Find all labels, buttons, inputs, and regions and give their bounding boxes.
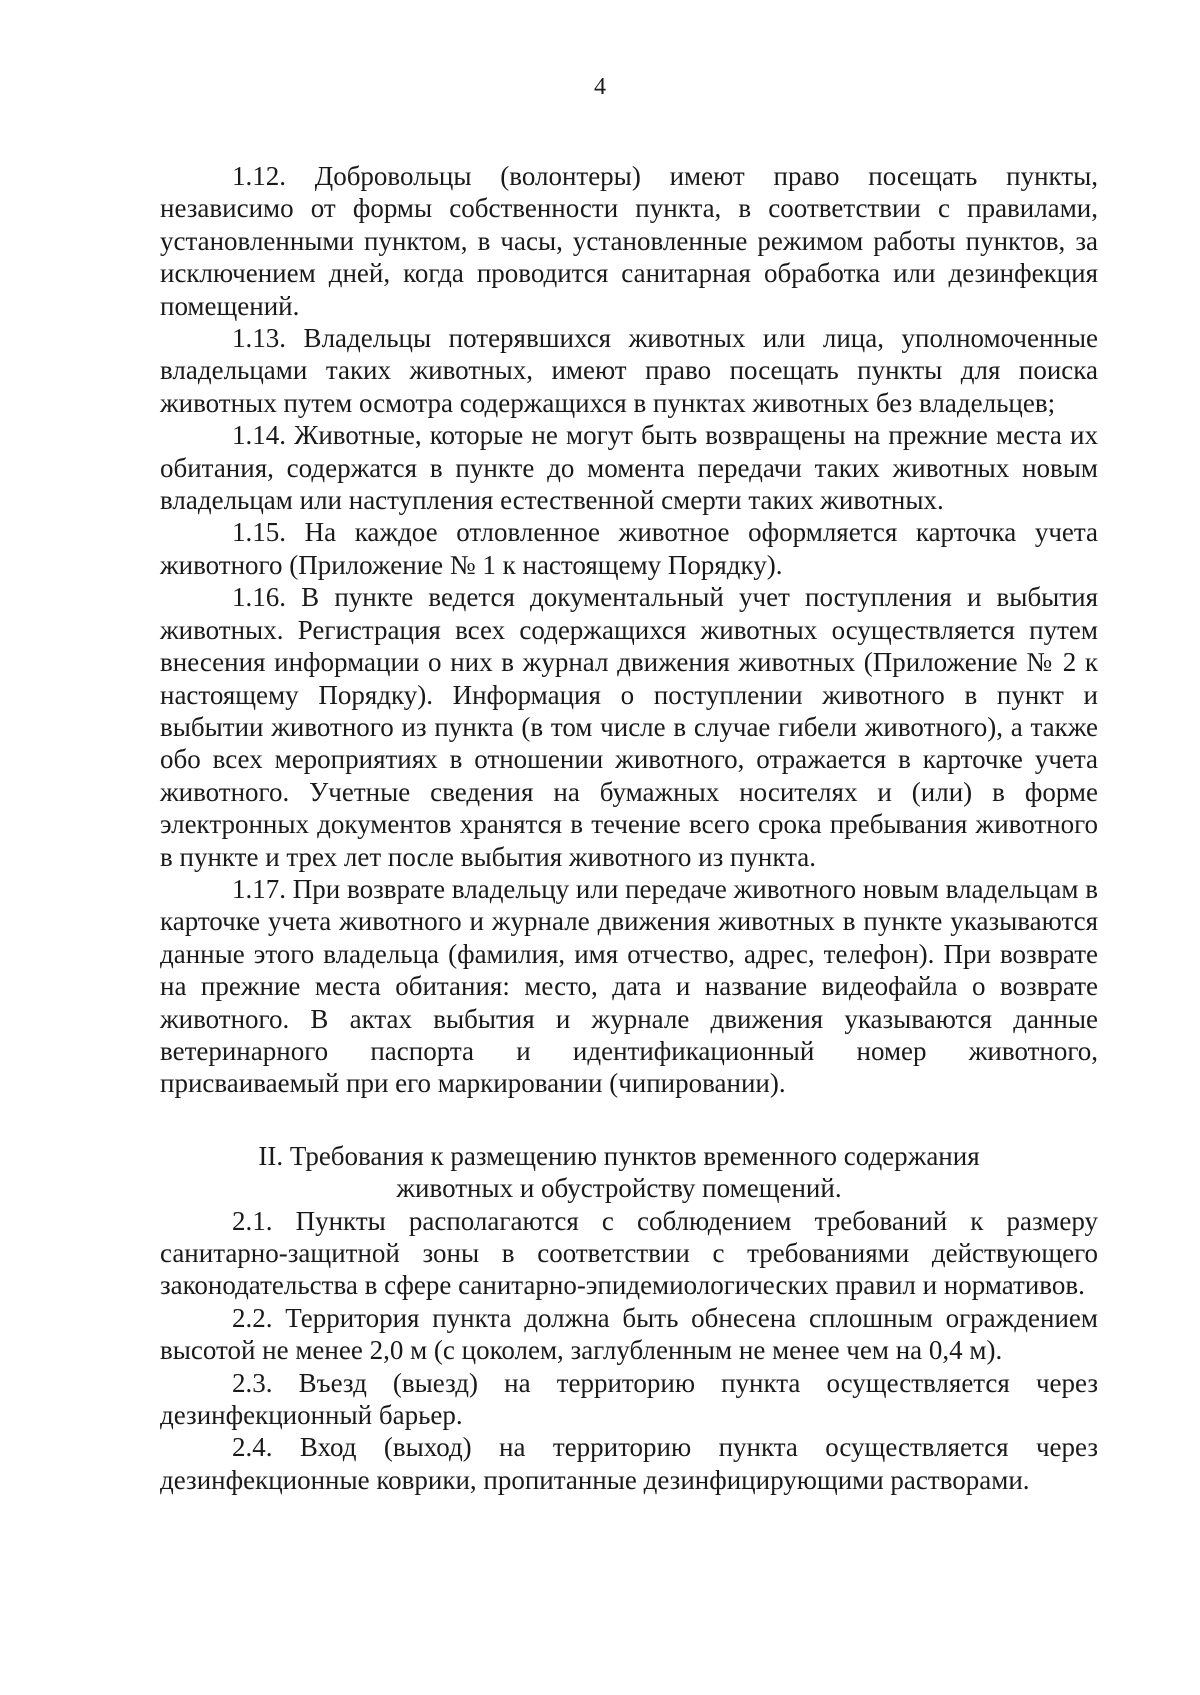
paragraph-2-4: 2.4. Вход (выход) на территорию пункта осуществляется через дезинфекционные коврики, пропитанные дезинфицирующими растворами. <box>160 1432 1098 1495</box>
section-2-heading-line-1: II. Требования к размещению пунктов временного содержания <box>258 1140 980 1171</box>
paragraph-2-2: 2.2. Территория пункта должна быть обнесена сплошным ограждением высотой не менее 2,0 м (с цоколем, заглубленным не менее чем на 0,4 м). <box>160 1302 1098 1366</box>
document-body <box>160 160 1098 1496</box>
paragraph-1-13: 1.13. Владельцы потерявшихся животных или лица, уполномоченные владельцами таких животных, имеют право посещать пункты для поиска животных путем осмотра содержащихся в пунктах животных без владельцев; <box>160 323 1098 418</box>
paragraph-2-1: 2.1. Пункты располагаются с соблюдением требований к размеру санитарно-защитной зоны в соответствии с требованиями действующего законодательства в сфере санитарно-эпидемиологических правил и нормативов. <box>160 1205 1098 1301</box>
paragraph-1-14: 1.14. Животные, которые не могут быть возвращены на прежние места их обитания, содержатся в пункте до момента передачи таких животных новым владельцам или наступления естественной смерти таких животных. <box>160 420 1098 516</box>
section-2-heading-line-2: животных и обустройству помещений. <box>396 1173 842 1204</box>
paragraph-1-15: 1.15. На каждое отловленное животное оформляется карточка учета животного (Приложение № 1 к настоящему Порядку). <box>160 517 1098 580</box>
paragraph-1-17: 1.17. При возврате владельцу или передаче животного новым владельцам в карточке учета животного и журнале движения животных в пункте указываются данные этого владельца (фамилия, имя отчество, адрес, телефон). При возврате на прежние места обитания: место, дата и название видеофайла о возврате животного. В актах выбытия и журнале движения указываются данные ветеринарного паспорта и идентификационный номер животного, присваиваемый при его маркировании (чипировании). <box>160 873 1098 1099</box>
page-number: 4 <box>594 74 606 100</box>
section-2-heading <box>160 1140 1098 1205</box>
paragraph-1-12: 1.12. Добровольцы (волонтеры) имеют право посещать пункты, независимо от формы собственности пункта, в соответствии с правилами, установленными пунктом, в часы, установленные режимом работы пунктов, за исключением дней, когда проводится санитарная обработка или дезинфекция помещений. <box>160 161 1098 321</box>
paragraph-2-3: 2.3. Въезд (выезд) на территорию пункта осуществляется через дезинфекционный барьер. <box>160 1367 1098 1431</box>
paragraph-1-16: 1.16. В пункте ведется документальный учет поступления и выбытия животных. Регистрация всех содержащихся животных осуществляется путем внесения информации о них в журнал движения животных (Приложение № 2 к настоящему Порядку). Информация о поступлении животного в пункт и выбытии животного из пункта (в том числе в случае гибели животного), а также обо всех мероприятиях в отношении животного, отражается в карточке учета животного. Учетные сведения на бумажных носителях и (или) в форме электронных документов хранятся в течение всего срока пребывания животного в пункте и трех лет после выбытия животного из пункта. <box>160 582 1098 872</box>
